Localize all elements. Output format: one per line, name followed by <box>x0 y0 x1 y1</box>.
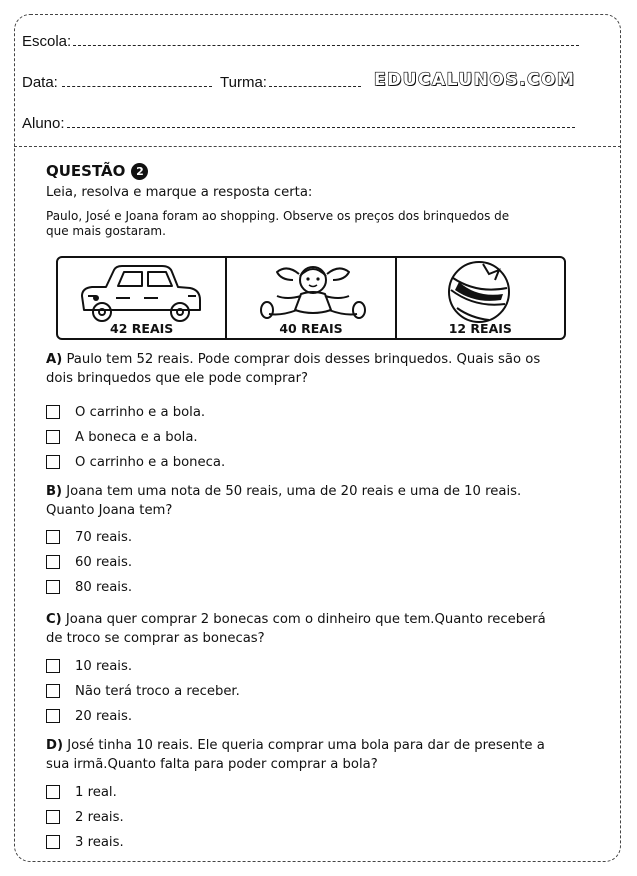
school-field <box>22 33 579 50</box>
item-c-text <box>46 610 606 648</box>
item-d-line2: sua irmã.Quanto falta para poder comprar a bola? <box>46 757 378 772</box>
option-label: 20 reais. <box>75 708 133 724</box>
header-separator <box>14 146 621 147</box>
question-number-badge: 2 <box>131 163 148 180</box>
toy-price-table <box>56 256 566 340</box>
checkbox[interactable] <box>46 430 60 444</box>
option-label: O carrinho e a boneca. <box>75 454 226 470</box>
checkbox[interactable] <box>46 785 60 799</box>
doll-price: 40 REAIS <box>279 321 343 336</box>
toy-cell-car <box>58 258 227 338</box>
item-b-line1: Joana tem uma nota de 50 reais, uma de 20 reais e uma de 10 reais. <box>66 484 522 499</box>
student-label: Aluno: <box>22 115 65 132</box>
item-d-option-3[interactable] <box>46 833 124 851</box>
item-b-text <box>46 482 606 520</box>
item-b-line2: Quanto Joana tem? <box>46 503 173 518</box>
checkbox[interactable] <box>46 530 60 544</box>
instruction-text: Leia, resolva e marque a resposta certa: <box>46 185 313 200</box>
option-label: 3 reais. <box>75 834 124 850</box>
item-d-letter: D) <box>46 738 63 753</box>
item-a-line1: Paulo tem 52 reais. Pode comprar dois desses brinquedos. Quais são os <box>66 352 541 367</box>
option-label: 60 reais. <box>75 554 133 570</box>
item-a-option-3[interactable] <box>46 453 225 471</box>
item-b-letter: B) <box>46 484 63 499</box>
checkbox[interactable] <box>46 405 60 419</box>
item-d-text <box>46 736 606 774</box>
question-title-text: QUESTÃO <box>46 162 126 180</box>
item-d-line1: José tinha 10 reais. Ele queria comprar uma bola para dar de presente a <box>67 738 545 753</box>
item-a-option-2[interactable] <box>46 428 198 446</box>
checkbox[interactable] <box>46 659 60 673</box>
school-line[interactable] <box>73 44 579 46</box>
ball-price: 12 REAIS <box>448 321 512 336</box>
date-line[interactable] <box>62 85 212 87</box>
checkbox[interactable] <box>46 455 60 469</box>
option-label: 80 reais. <box>75 579 133 595</box>
class-line[interactable] <box>269 85 361 87</box>
checkbox[interactable] <box>46 835 60 849</box>
item-c-option-2[interactable] <box>46 682 240 700</box>
option-label: O carrinho e a bola. <box>75 404 206 420</box>
checkbox[interactable] <box>46 684 60 698</box>
class-label: Turma: <box>220 74 267 91</box>
option-label: 1 real. <box>75 784 117 800</box>
item-a-letter: A) <box>46 352 63 367</box>
intro-line-2: que mais gostaram. <box>46 224 166 238</box>
option-label: 70 reais. <box>75 529 133 545</box>
item-a-text <box>46 350 606 388</box>
item-d-option-1[interactable] <box>46 783 117 801</box>
item-b-option-2[interactable] <box>46 553 132 571</box>
toy-cell-doll <box>227 258 396 338</box>
educalunos-logo: EDUCALUNOS.COM <box>374 70 576 90</box>
option-label: 10 reais. <box>75 658 133 674</box>
checkbox[interactable] <box>46 810 60 824</box>
question-title <box>46 162 148 180</box>
item-c-option-3[interactable] <box>46 707 132 725</box>
option-label: 2 reais. <box>75 809 124 825</box>
class-field <box>220 74 361 91</box>
checkbox[interactable] <box>46 580 60 594</box>
item-c-line1: Joana quer comprar 2 bonecas com o dinheiro que tem.Quanto receberá <box>65 612 546 627</box>
item-b-option-1[interactable] <box>46 528 132 546</box>
school-label: Escola: <box>22 33 72 50</box>
student-field <box>22 115 575 132</box>
car-price: 42 REAIS <box>110 321 174 336</box>
checkbox[interactable] <box>46 709 60 723</box>
item-a-line2: dois brinquedos que ele pode comprar? <box>46 371 309 386</box>
checkbox[interactable] <box>46 555 60 569</box>
date-field <box>22 74 212 91</box>
option-label: A boneca e a bola. <box>75 429 198 445</box>
toy-cell-ball <box>397 258 564 338</box>
item-b-option-3[interactable] <box>46 578 132 596</box>
item-c-letter: C) <box>46 612 62 627</box>
intro-line-1: Paulo, José e Joana foram ao shopping. Observe os preços dos brinquedos de <box>46 209 510 223</box>
item-c-line2: de troco se comprar as bonecas? <box>46 631 265 646</box>
student-line[interactable] <box>67 126 575 128</box>
item-d-option-2[interactable] <box>46 808 124 826</box>
item-c-option-1[interactable] <box>46 657 132 675</box>
option-label: Não terá troco a receber. <box>75 683 240 699</box>
date-label: Data: <box>22 74 58 91</box>
item-a-option-1[interactable] <box>46 403 205 421</box>
